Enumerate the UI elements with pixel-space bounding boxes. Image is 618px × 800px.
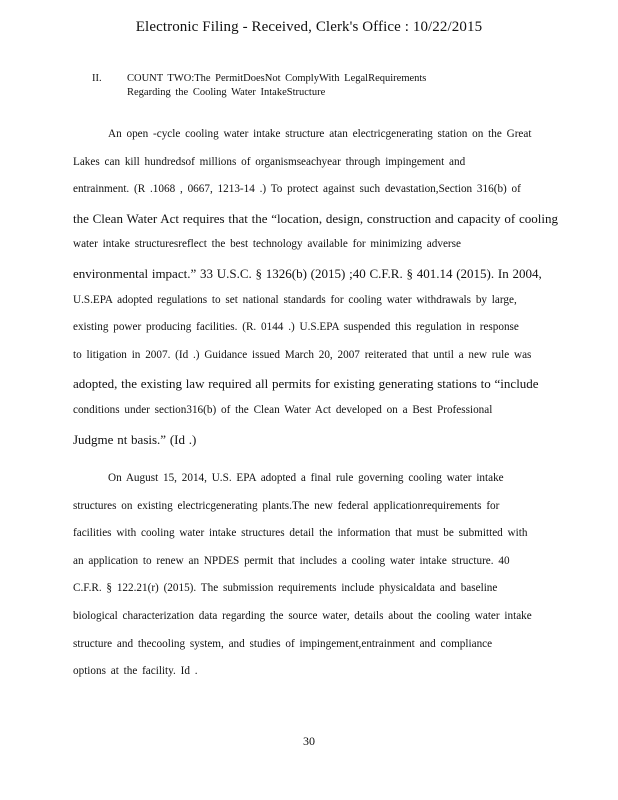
text-line: conditions under section316(b) of the Clean Water Act developed on a Best Professional [73, 404, 493, 416]
text-line: existing power producing facilities. (R. 0144 .) U.S.EPA suspended this regulation in response [73, 321, 519, 334]
text-line: biological characterization data regarding the source water, details about the cooling water intake [73, 610, 532, 622]
text-line: C.F.R. § 122.21(r) (2015). The submission requirements include physicaldata and baseline [73, 582, 498, 595]
page-number: 30 [303, 734, 315, 748]
text-line: an application to renew an NPDES permit that includes a cooling water intake structure. 40 [73, 554, 510, 567]
text-line: structures on existing electricgenerating plants.The new federal applicationrequirements for [73, 499, 500, 512]
text-line: entrainment. (R .1068 , 0667, 1213-14 .) To protect against such devastation,Section 316(b) of [73, 183, 521, 196]
text-line: environmental impact.” 33 U.S.C. § 1326(b) (2015) ;40 C.F.R. § 401.14 (2015). In 2004, [73, 266, 542, 281]
text-line: facilities with cooling water intake structures detail the information that must be submitted with [73, 527, 528, 540]
text-line: U.S.EPA adopted regulations to set national standards for cooling water withdrawals by large, [73, 293, 517, 306]
section-title-line-2: Regarding the Cooling Water IntakeStructure [127, 87, 326, 98]
text-line: water intake structuresreflect the best technology available for minimizing adverse [73, 238, 461, 251]
text-line: structure and thecooling system, and studies of impingement,entrainment and compliance [73, 637, 493, 650]
text-line: An open -cycle cooling water intake structure atan electricgenerating station on the Great [108, 128, 532, 140]
section-title-line-1: COUNT TWO:The PermitDoesNot ComplyWith LegalRequirements [127, 73, 427, 84]
text-line: to litigation in 2007. (Id .) Guidance issued March 20, 2007 reiterated that until a new rule was [73, 348, 532, 361]
text-line: Judgme nt basis.” (Id .) [73, 431, 197, 447]
section-number: II. [92, 73, 102, 84]
filing-header: Electronic Filing - Received, Clerk's Office : 10/22/2015 [135, 19, 483, 35]
text-line: On August 15, 2014, U.S. EPA adopted a final rule governing cooling water intake [108, 472, 504, 484]
text-line: adopted, the existing law required all permits for existing generating stations to “include [73, 376, 539, 392]
text-line: Lakes can kill hundredsof millions of organismseachyear through impingement and [73, 155, 466, 168]
text-line: the Clean Water Act requires that the “location, design, construction and capacity of cooling [73, 210, 558, 226]
text-line: options at the facility. Id . [73, 665, 198, 678]
